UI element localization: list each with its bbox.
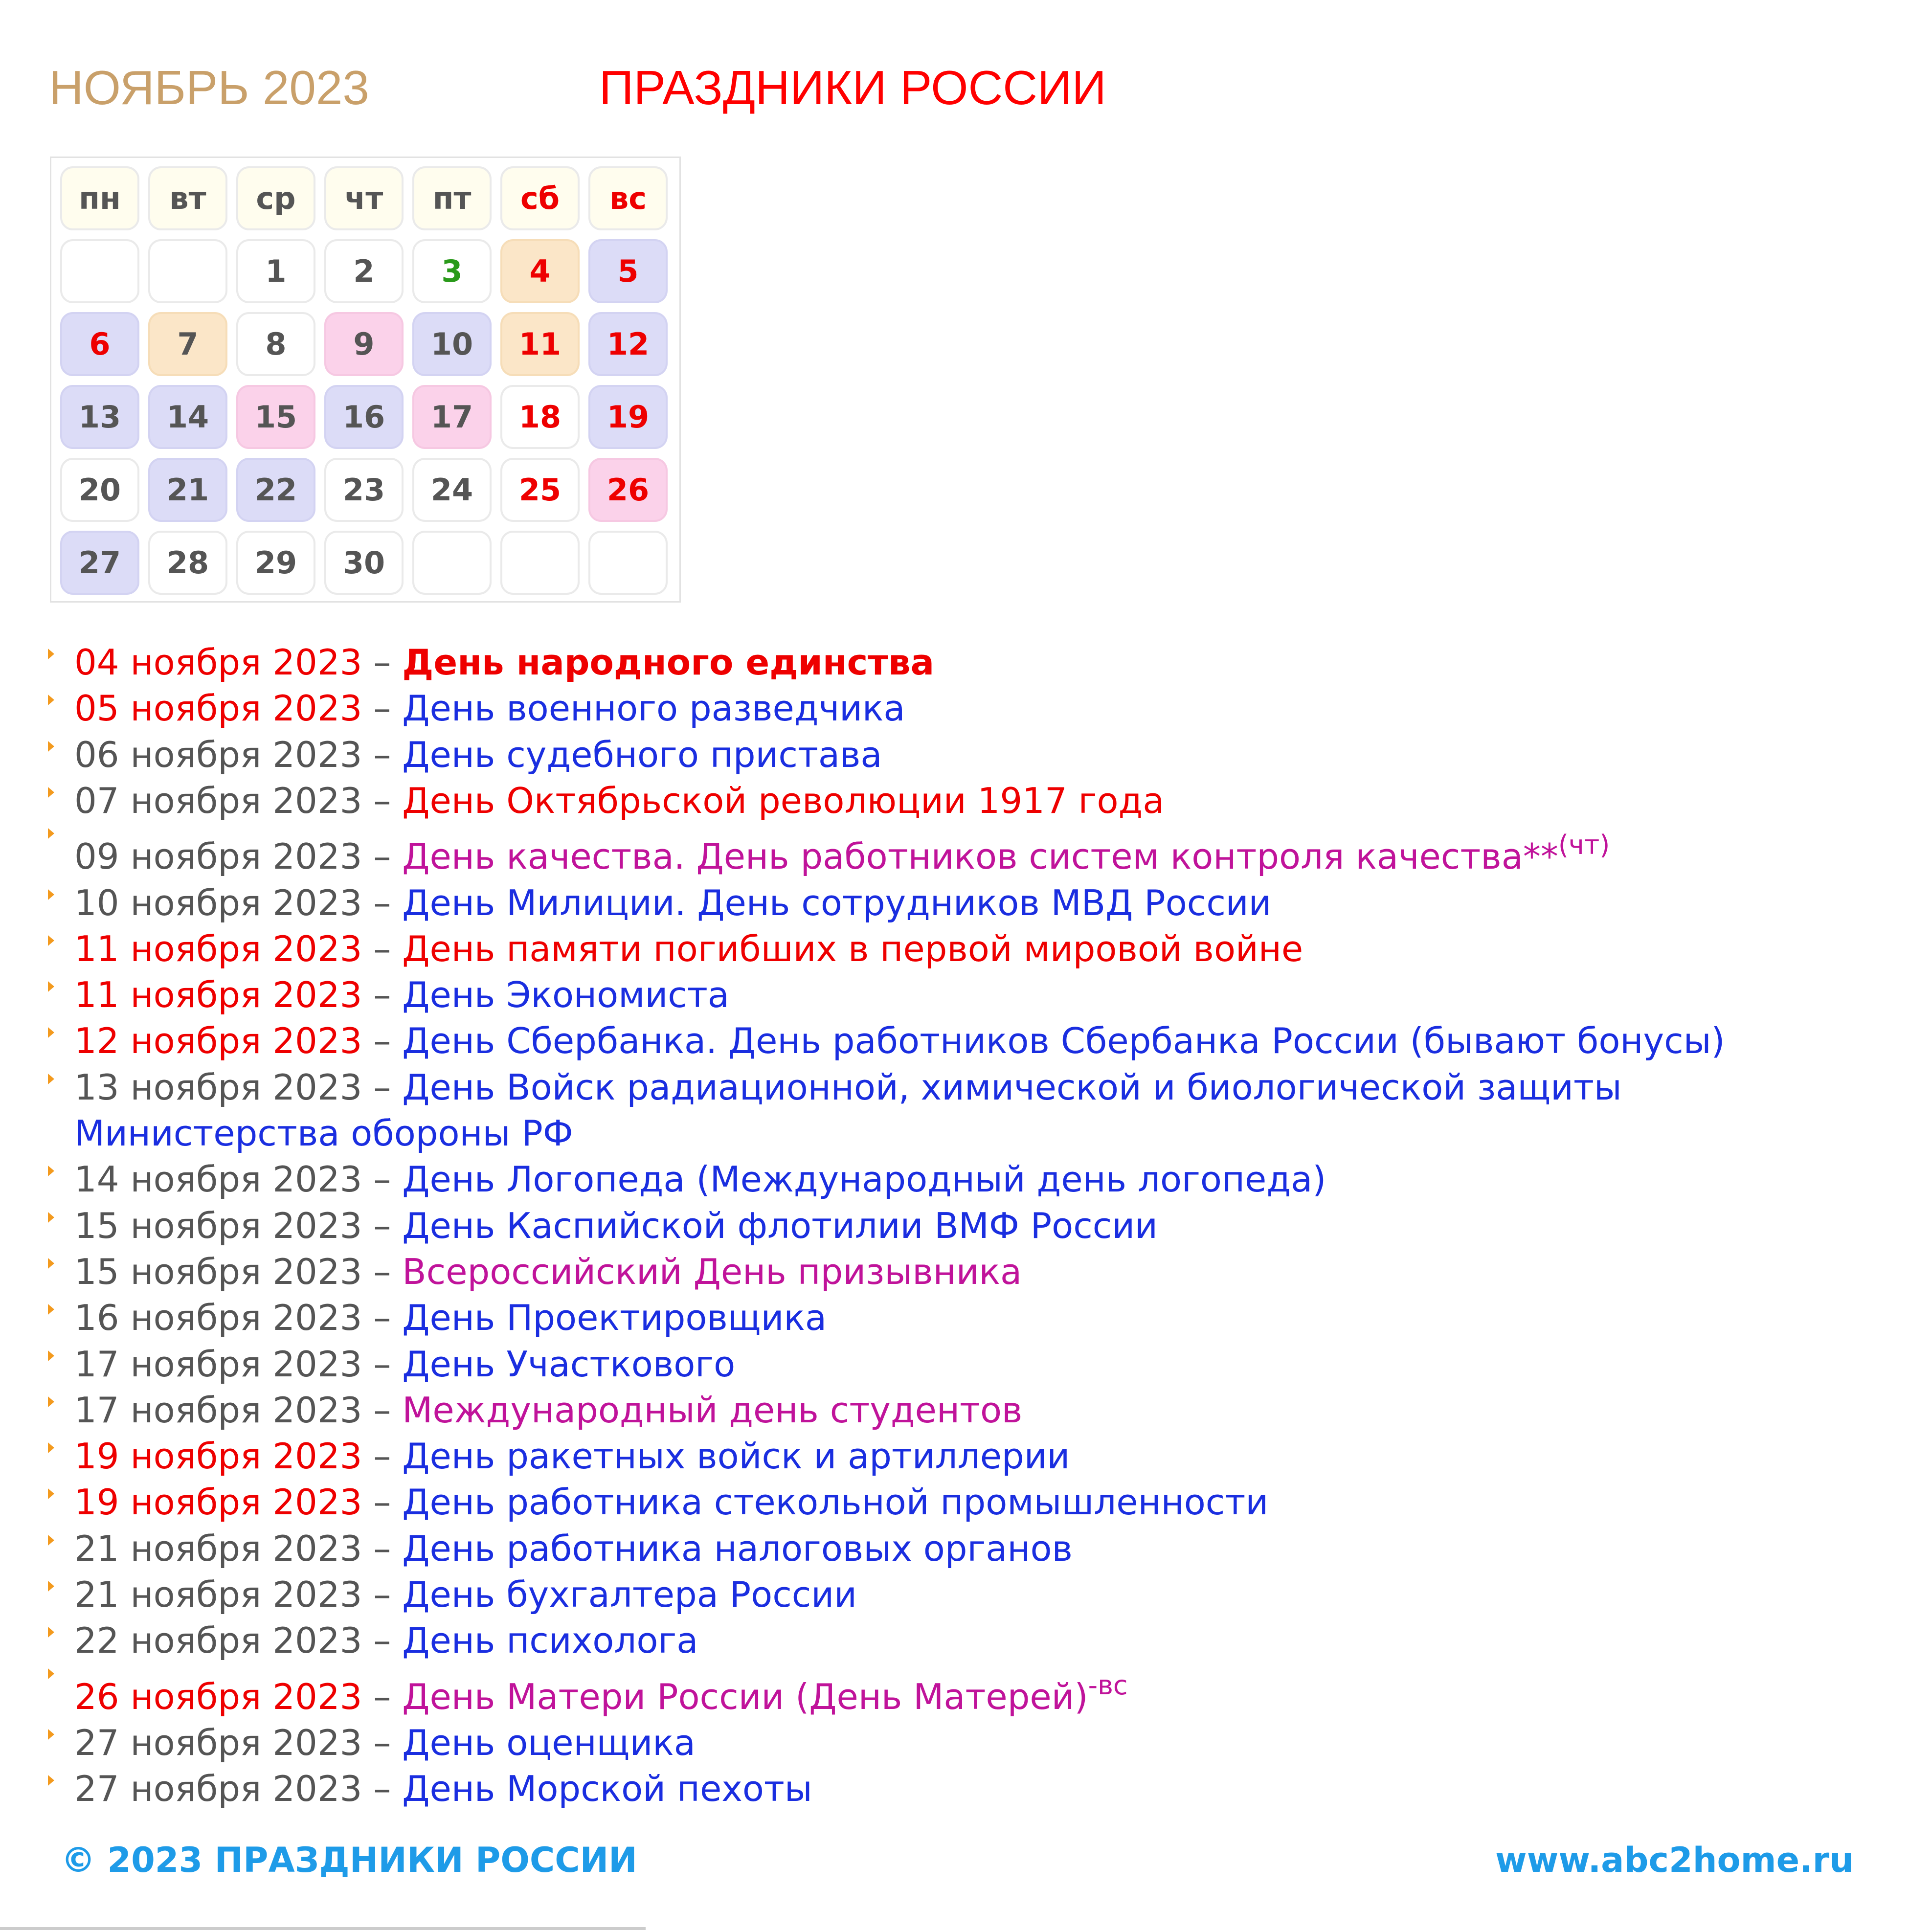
holiday-name[interactable]: День военного разведчика: [402, 688, 905, 729]
holiday-item: [74, 1251, 1022, 1292]
holiday-date: 15 ноября 2023: [74, 1205, 362, 1246]
holiday-item: [74, 974, 729, 1016]
holiday-note: -вс: [1088, 1669, 1128, 1701]
holiday-item: [74, 1574, 857, 1615]
holiday-name[interactable]: День Участкового: [402, 1343, 736, 1385]
holiday-item: [74, 1297, 827, 1339]
calendar-day[interactable]: 14: [148, 385, 227, 449]
bullet-icon: [48, 1166, 54, 1176]
weekday-header: пн: [60, 166, 139, 230]
calendar-day[interactable]: 27: [60, 531, 139, 595]
holiday-item: [74, 642, 935, 683]
holiday-name[interactable]: День Октябрьской революции 1917 года: [402, 780, 1165, 821]
holiday-name[interactable]: День Матери России (День Матерей): [402, 1676, 1088, 1717]
holiday-item: [74, 1722, 696, 1763]
bullet-icon: [48, 1350, 54, 1361]
holiday-item: [74, 882, 1272, 923]
calendar-day[interactable]: 18: [500, 385, 580, 449]
bullet-icon: [48, 828, 54, 839]
separator: –: [362, 1676, 403, 1717]
calendar-empty-cell: [412, 531, 492, 595]
holiday-date: 22 ноября 2023: [74, 1620, 362, 1662]
separator: –: [362, 928, 403, 969]
calendar-day[interactable]: 3: [412, 239, 492, 303]
holiday-name[interactable]: День качества. День работников систем контроля качества**: [402, 836, 1558, 877]
holiday-item: [74, 830, 1610, 877]
holiday-item: [74, 1205, 1158, 1246]
holiday-name[interactable]: День психолога: [402, 1620, 698, 1662]
holiday-name[interactable]: Всероссийский День призывника: [402, 1251, 1022, 1292]
weekday-header: ср: [236, 166, 315, 230]
holiday-name[interactable]: День Сбербанка. День работников Сбербанка России (бывают бонусы): [402, 1020, 1725, 1062]
bullet-icon: [48, 787, 54, 798]
holiday-date: 06 ноября 2023: [74, 734, 362, 775]
calendar-day[interactable]: 2: [324, 239, 404, 303]
holiday-item: [74, 1436, 1070, 1477]
holiday-name[interactable]: День Войск радиационной, химической и биологической защиты: [402, 1066, 1622, 1108]
calendar-day[interactable]: 4: [500, 239, 580, 303]
holiday-date: 04 ноября 2023: [74, 642, 362, 683]
calendar-day[interactable]: 8: [236, 312, 315, 376]
calendar-day[interactable]: 25: [500, 458, 580, 522]
separator: –: [362, 1020, 403, 1062]
bullet-icon: [48, 1304, 54, 1315]
holiday-date: 11 ноября 2023: [74, 928, 362, 969]
holiday-date: 17 ноября 2023: [74, 1343, 362, 1385]
holiday-date: 26 ноября 2023: [74, 1676, 362, 1717]
bullet-icon: [48, 695, 54, 705]
bullet-icon: [48, 1581, 54, 1592]
separator: –: [362, 642, 403, 683]
separator: –: [362, 1768, 403, 1810]
weekday-header: вт: [148, 166, 227, 230]
holiday-item: [74, 1066, 1622, 1108]
separator: –: [362, 1574, 403, 1615]
holiday-item: [74, 928, 1303, 969]
holiday-name[interactable]: День работника стекольной промышленности: [402, 1482, 1269, 1523]
bullet-icon: [48, 1258, 54, 1269]
holiday-item: [74, 1159, 1326, 1200]
calendar-day[interactable]: 20: [60, 458, 139, 522]
bullet-icon: [48, 1074, 54, 1084]
holiday-date: 21 ноября 2023: [74, 1574, 362, 1615]
separator: –: [362, 1436, 403, 1477]
holiday-item: [74, 1528, 1073, 1569]
holiday-date: 15 ноября 2023: [74, 1251, 362, 1292]
calendar-day[interactable]: 7: [148, 312, 227, 376]
holiday-item: [74, 1768, 812, 1810]
calendar-day[interactable]: 28: [148, 531, 227, 595]
separator: –: [362, 1620, 403, 1662]
calendar-day[interactable]: 26: [588, 458, 668, 522]
separator: –: [362, 1066, 403, 1108]
calendar-day[interactable]: 16: [324, 385, 404, 449]
separator: –: [362, 1528, 403, 1569]
holiday-name[interactable]: День Проектировщика: [402, 1297, 827, 1339]
bullet-icon: [48, 1627, 54, 1638]
holiday-name[interactable]: День Логопеда (Международный день логопеда): [402, 1159, 1326, 1200]
bullet-icon: [48, 889, 54, 900]
holiday-name[interactable]: День Каспийской флотилии ВМФ России: [402, 1205, 1158, 1246]
copyright-text: © 2023 ПРАЗДНИКИ РОССИИ: [61, 1840, 637, 1880]
separator: –: [362, 1297, 403, 1339]
holiday-date: 21 ноября 2023: [74, 1528, 362, 1569]
holiday-date: 05 ноября 2023: [74, 688, 362, 729]
calendar-day[interactable]: 15: [236, 385, 315, 449]
holiday-date: 10 ноября 2023: [74, 882, 362, 923]
separator: –: [362, 1482, 403, 1523]
calendar-empty-cell: [60, 239, 139, 303]
calendar-empty-cell: [148, 239, 227, 303]
bullet-icon: [48, 1775, 54, 1786]
separator: –: [362, 882, 403, 923]
holiday-date: 16 ноября 2023: [74, 1297, 362, 1339]
separator: –: [362, 1343, 403, 1385]
holiday-name[interactable]: День судебного пристава: [402, 734, 882, 775]
separator: –: [362, 1389, 403, 1431]
calendar-day[interactable]: 11: [500, 312, 580, 376]
holiday-date: 12 ноября 2023: [74, 1020, 362, 1062]
calendar-day[interactable]: 1: [236, 239, 315, 303]
bullet-icon: [48, 1488, 54, 1499]
calendar-empty-cell: [588, 531, 668, 595]
holiday-name-continuation: Министерства обороны РФ: [74, 1113, 573, 1154]
calendar-day[interactable]: 5: [588, 239, 668, 303]
calendar-day[interactable]: 29: [236, 531, 315, 595]
separator: –: [362, 1722, 403, 1763]
separator: –: [362, 974, 403, 1016]
bullet-icon: [48, 741, 54, 752]
calendar-empty-cell: [500, 531, 580, 595]
holiday-date: 07 ноября 2023: [74, 780, 362, 821]
holiday-name[interactable]: День ракетных войск и артиллерии: [402, 1436, 1070, 1477]
holiday-item: [74, 1482, 1269, 1523]
holiday-item: [74, 1343, 736, 1385]
holiday-date: 17 ноября 2023: [74, 1389, 362, 1431]
holiday-date: 19 ноября 2023: [74, 1482, 362, 1523]
holiday-item: [74, 1669, 1128, 1717]
calendar-day[interactable]: 12: [588, 312, 668, 376]
separator: –: [362, 734, 403, 775]
holiday-name[interactable]: Международный день студентов: [402, 1389, 1023, 1431]
holiday-name[interactable]: День оценщика: [402, 1722, 696, 1763]
calendar-day[interactable]: 21: [148, 458, 227, 522]
weekday-header: сб: [500, 166, 580, 230]
separator: –: [362, 688, 403, 729]
holiday-item: [74, 1020, 1725, 1062]
bullet-icon: [48, 935, 54, 946]
calendar-day[interactable]: 6: [60, 312, 139, 376]
holiday-date: 09 ноября 2023: [74, 836, 362, 877]
holiday-date: 19 ноября 2023: [74, 1436, 362, 1477]
bullet-icon: [48, 1668, 54, 1679]
bullet-icon: [48, 649, 54, 659]
separator: –: [362, 836, 403, 877]
website-link[interactable]: www.abc2home.ru: [1495, 1840, 1854, 1880]
holiday-date: 27 ноября 2023: [74, 1768, 362, 1810]
calendar-day[interactable]: 13: [60, 385, 139, 449]
calendar-day[interactable]: 19: [588, 385, 668, 449]
calendar-day[interactable]: 9: [324, 312, 404, 376]
holiday-item: [74, 780, 1165, 821]
weekday-header: пт: [412, 166, 492, 230]
weekday-header: вс: [588, 166, 668, 230]
bottom-divider: [0, 1927, 646, 1930]
separator: –: [362, 1205, 403, 1246]
bullet-icon: [48, 1027, 54, 1038]
holiday-item: [74, 1389, 1023, 1431]
holiday-item: [74, 688, 905, 729]
holiday-date: 27 ноября 2023: [74, 1722, 362, 1763]
holiday-name[interactable]: День работника налоговых органов: [402, 1528, 1073, 1569]
holiday-date: 11 ноября 2023: [74, 974, 362, 1016]
holiday-date: 13 ноября 2023: [74, 1066, 362, 1108]
separator: –: [362, 780, 403, 821]
separator: –: [362, 1251, 403, 1292]
holiday-item: [74, 734, 882, 775]
calendar-day[interactable]: 17: [412, 385, 492, 449]
holiday-name[interactable]: День народного единства: [402, 642, 935, 683]
calendar-day[interactable]: 24: [412, 458, 492, 522]
holiday-note: (чт): [1558, 830, 1610, 861]
calendar-day[interactable]: 23: [324, 458, 404, 522]
holiday-date: 14 ноября 2023: [74, 1159, 362, 1200]
bullet-icon: [48, 1212, 54, 1223]
calendar-day[interactable]: 30: [324, 531, 404, 595]
calendar-day[interactable]: 22: [236, 458, 315, 522]
holiday-name[interactable]: День Милиции. День сотрудников МВД России: [402, 882, 1272, 923]
bullet-icon: [48, 1442, 54, 1453]
weekday-header: чт: [324, 166, 404, 230]
calendar-day[interactable]: 10: [412, 312, 492, 376]
holiday-item: [74, 1620, 698, 1662]
month-year-title: НОЯБРЬ 2023: [49, 61, 369, 114]
month-calendar: [50, 157, 681, 603]
holiday-name[interactable]: День Экономиста: [402, 974, 729, 1016]
holiday-name[interactable]: День памяти погибших в первой мировой войне: [402, 928, 1303, 969]
bullet-icon: [48, 1729, 54, 1740]
bullet-icon: [48, 981, 54, 992]
bullet-icon: [48, 1396, 54, 1407]
page-title: ПРАЗДНИКИ РОССИИ: [599, 61, 1106, 114]
holiday-name[interactable]: День бухгалтера России: [402, 1574, 857, 1615]
bullet-icon: [48, 1535, 54, 1546]
separator: –: [362, 1159, 403, 1200]
holiday-name[interactable]: День Морской пехоты: [402, 1768, 812, 1810]
